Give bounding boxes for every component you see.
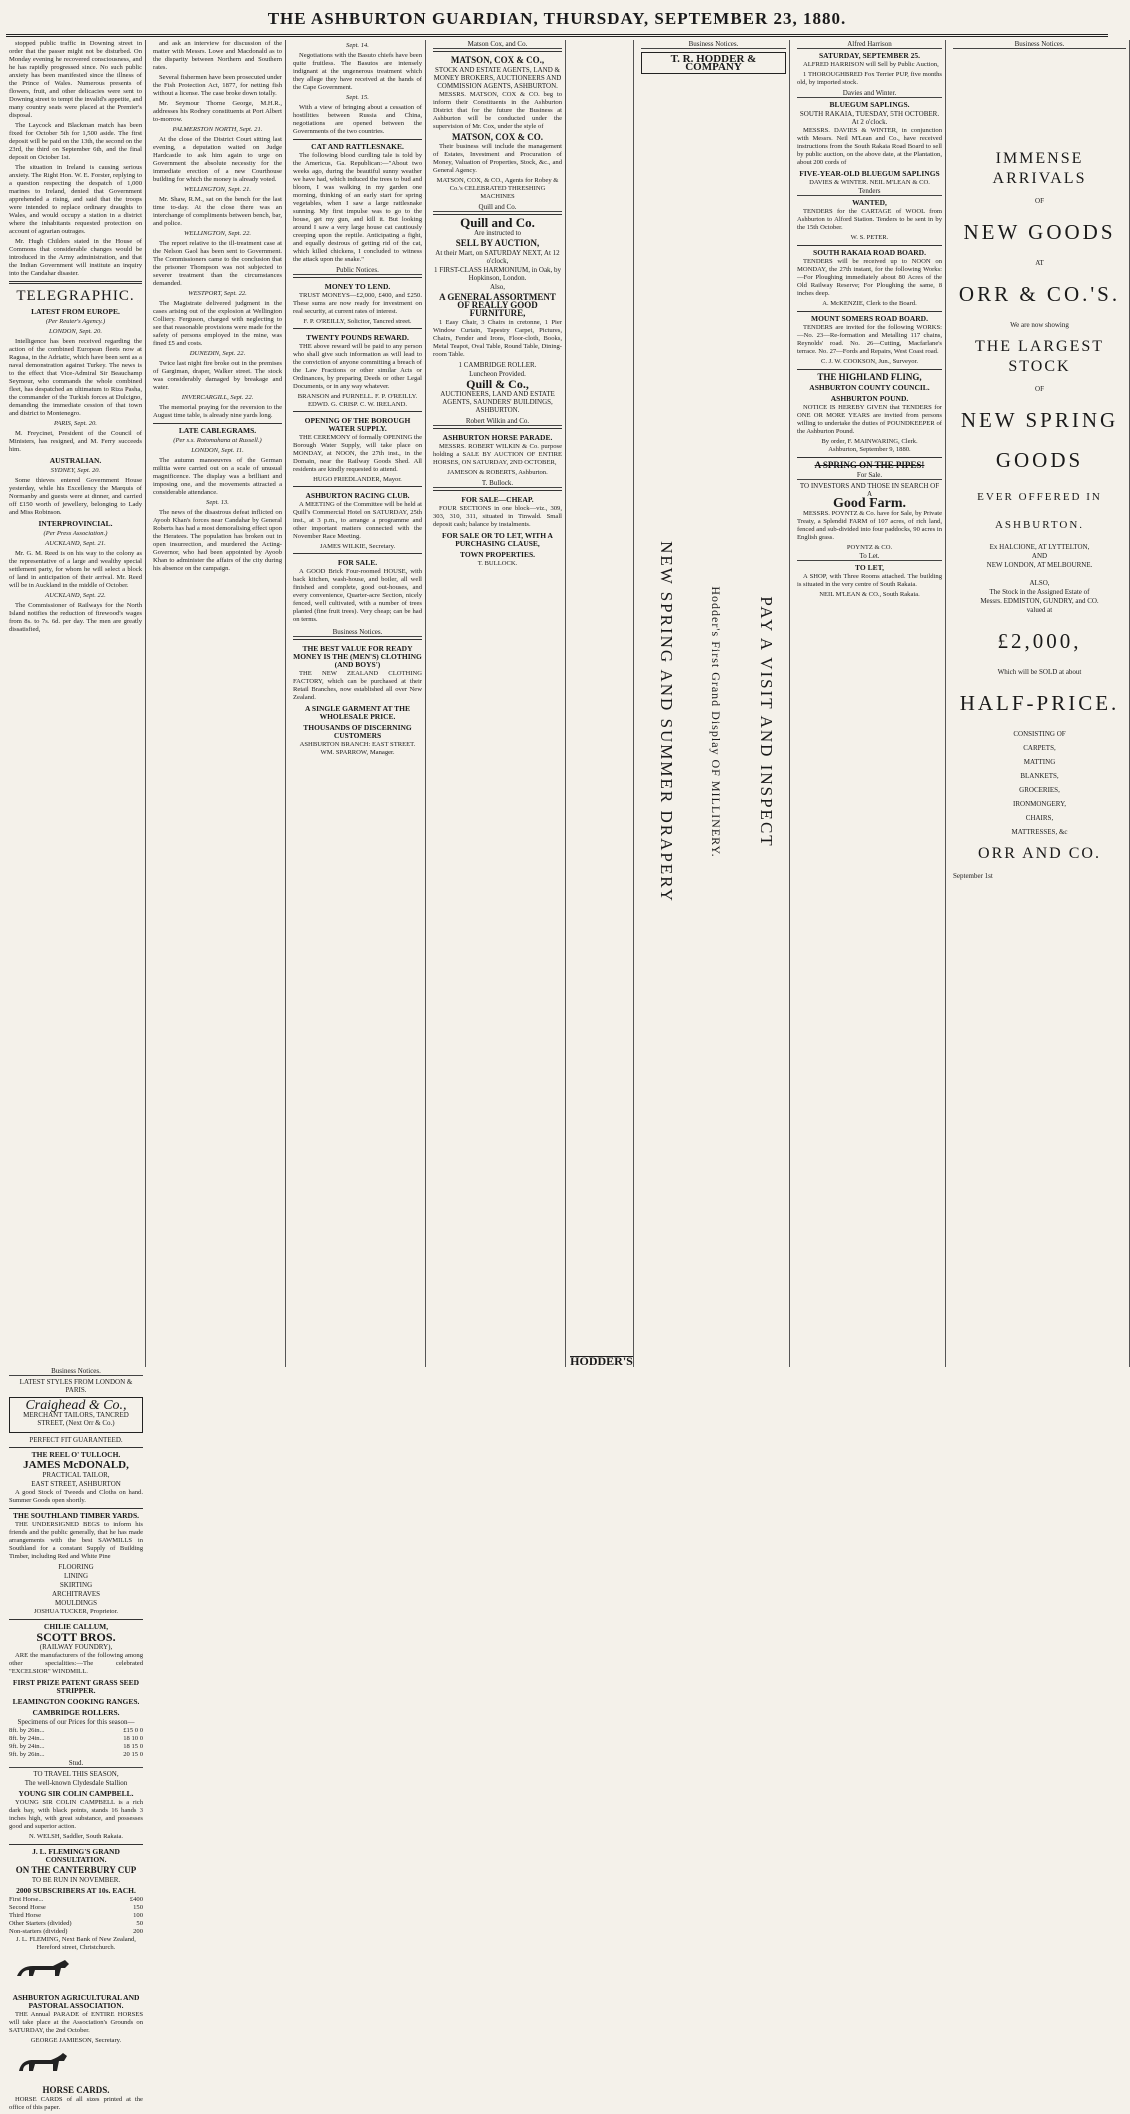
ad-title: ORR AND CO.	[978, 845, 1101, 862]
ad-text: THE CEREMONY of formally OPENING the Borough Water Supply, will take place on MONDAY, at NOON, the 27th inst., in the Domain, near the Railway Goods Shed. All residents are kindly requested to attend.	[293, 434, 423, 473]
ad-text: ALFRED HARRISON will Sell by Public Auction,	[803, 61, 939, 68]
dateline: SYDNEY, Sept. 20.	[50, 467, 101, 474]
ad-text: TENDERS are invited for the following WORKS:—No. 23—Re-formation and Metalling 117 chains, Reynolds' road. No. 26—Cutting, Macfarlane's terrace. No. 27—Fords and Repairs, West Coast road.	[797, 324, 942, 355]
ad-text: THE NEW ZEALAND CLOTHING FACTORY, which can be purchased at their Retail Branches, now established all over New Zealand.	[293, 670, 422, 701]
vertical-text-visit: PAY A VISIT AND INSPECT	[757, 596, 776, 848]
divider	[9, 1619, 143, 1620]
ad-text: A MEETING of the Committee will be held at Quill's Commercial Hotel on SATURDAY, 25th inst., at 3 p.m., to arrange a programme and other important matters connected with the November Race Meeting.	[293, 501, 422, 540]
ad-signature: WM. SPARROW, Manager.	[320, 749, 395, 756]
column-7	[794, 40, 946, 1367]
section-label: Business Notices.	[953, 40, 1126, 49]
table-cell: 200	[133, 1928, 143, 1935]
ad-title: THE HIGHLAND FLING,	[817, 372, 922, 382]
dateline: WELLINGTON, Sept. 21.	[183, 186, 252, 193]
ad-date: Ashburton, September 9, 1880.	[828, 446, 911, 453]
ad-heading: THE BEST VALUE FOR READY MONEY IS THE (MEN'S) CLOTHING (AND BOYS')	[293, 644, 422, 669]
ad-heading: ASHBURTON HORSE PARADE.	[442, 433, 553, 442]
subheading: INTERPROVINCIAL.	[38, 519, 113, 528]
ad-heading: FOR SALE—CHEAP.	[461, 495, 534, 504]
column-9	[6, 1367, 146, 2114]
dateline: WESTPORT, Sept. 22.	[188, 290, 247, 297]
ad-heading: J. L. FLEMING'S GRAND CONSULTATION.	[32, 1847, 120, 1864]
ad-heading: TO LET,	[855, 563, 884, 572]
ad-title: THE LARGEST STOCK	[974, 338, 1105, 375]
article-paragraph: Mr. Hugh Childers stated in the House of Commons that considerable changes would be introduced in the Army administration, and that the Indian Government will institute an inquiry into the Candahar disaster.	[9, 238, 142, 277]
ad-signature: GEORGE JAMIESON, Secretary.	[30, 2037, 122, 2044]
dateline: DUNEDIN, Sept. 22.	[189, 350, 246, 357]
ad-title: MATSON, COX & CO.,	[450, 55, 545, 65]
ad-text: ARE the manufacturers of the following among other specialities:—The celebrated "EXCELSIOR" WINDMILL.	[9, 1652, 143, 1675]
ad-signature: T. BULLOCK.	[477, 560, 518, 567]
ad-line: 1 FIRST-CLASS HARMONIUM, in Oak, by Hopkinson, London.	[433, 266, 562, 282]
divider	[9, 1844, 143, 1845]
ad-line: PERFECT FIT GUARANTEED.	[29, 1436, 123, 1444]
dateline: INVERCARGILL, Sept. 22.	[181, 394, 254, 401]
ad-title: Craighead & Co.,	[25, 1398, 127, 1413]
article-paragraph: At the close of the District Court sitting last evening, a deputation waited on Judge Hardcastle to ask him again to urge on Government the absolute necessity for the immediate erection of a new Courthouse building for which the money is already voted.	[153, 136, 282, 183]
ad-matson-cox	[433, 51, 562, 203]
ad-text: MESSRS. DAVIES & WINTER, in conjunction with Messrs. Neil M'Lean and Co., have received instructions from the South Rakaia Road Board to sell by public auction, on the above date, at the Plantation, about 200 cords of	[797, 127, 942, 166]
ad-line: 1 CAMBRIDGE ROLLER.	[458, 361, 537, 369]
ad-title: GOODS	[995, 448, 1084, 472]
ad-title: A GENERAL ASSORTMENT OF REALLY GOOD FURNITURE,	[439, 292, 556, 318]
divider	[797, 369, 942, 370]
section-label: Robert Wilkin and Co.	[433, 417, 562, 426]
ad-title: ASHBURTON.	[994, 519, 1085, 531]
article-paragraph: The Magistrate delivered judgment in the cases arising out of the explosion at Wellington Colliery. Ferguson, charged with neglecting to see that reasonable provisions were made for the safety of persons employed in the mine, was fined £5 and costs.	[153, 300, 282, 347]
ad-heading: CAMBRIDGE ROLLERS.	[32, 1708, 120, 1717]
dateline: LONDON, Sept. 20.	[49, 328, 102, 335]
ad-item: SKIRTING	[59, 1581, 93, 1589]
ad-heading: FOR SALE.	[337, 558, 378, 567]
ad-text: 1 Easy Chair, 3 Chairs in cretonne, 1 Pier Window Curtain, Tapestry Carpet, Pictures, Chairs, Fender and Irons, Floor-cloth, Books, Metal Teapot, Oval Table, Round Table, Dining-room Table.	[433, 319, 562, 358]
article-paragraph: Twice last night fire broke out in the premises of Gargiman, draper, Walker street. The stock was considerably damaged by breakage and water.	[153, 360, 282, 391]
ad-text: TENDERS will be received up to NOON on MONDAY, the 27th instant, for the following Works:—For Ploughing immediately about 80 Acres of the Old Railway Reserve; For Ploughing the same, 8 inches deep.	[797, 258, 942, 297]
horse-illustration-icon	[9, 1956, 79, 1984]
article-heading: CAT AND RATTLESNAKE.	[311, 142, 404, 151]
section-label: Business Notices.	[641, 40, 786, 49]
ad-for-sale	[293, 553, 422, 628]
vertical-text-drapery: NEW SPRING AND SUMMER DRAPERY	[657, 541, 676, 903]
ad-title: MATSON, COX & CO.	[451, 132, 544, 142]
ad-item: GROCERIES,	[1019, 786, 1060, 794]
table-cell: 100	[133, 1912, 143, 1919]
divider	[797, 457, 942, 458]
table-cell: First Horse...	[9, 1896, 44, 1903]
table-cell: 8ft. by 26in...	[9, 1727, 45, 1734]
ad-signature: By order, F. MAINWARING, Clerk.	[821, 438, 918, 445]
table-row	[9, 1912, 143, 1920]
subheading: LATE CABLEGRAMS.	[178, 426, 257, 435]
ad-line: CONSISTING OF	[1013, 730, 1066, 738]
ad-line: TO INVESTORS AND THOSE IN SEARCH OF A	[799, 482, 940, 498]
ad-item: LINING	[63, 1572, 89, 1580]
ad-item: MOULDINGS	[55, 1599, 97, 1607]
ad-signature: JAMES WILKIE, Secretary.	[319, 543, 396, 550]
dateline: AUCKLAND, Sept. 22.	[45, 592, 106, 599]
article-paragraph: Some thieves entered Government House yesterday, while his Excellency the Marquis of Normanby and guests were at dinner, and carried off £150 worth of jewellery, belonging to Lady and Miss Robinson.	[9, 477, 142, 516]
table-cell: 50	[136, 1920, 143, 1927]
ad-signature: W. S. PETER.	[850, 234, 889, 241]
ad-line: Are instructed to	[473, 229, 522, 237]
table-cell: £400	[129, 1896, 143, 1903]
dateline: LONDON, Sept. 11.	[191, 447, 244, 454]
columns	[6, 40, 1121, 2111]
ad-item: FLOORING	[58, 1563, 94, 1571]
ad-text: A GOOD Brick Four-roomed HOUSE, with back kitchen, wash-house, and boiler, all well finished and complete, good out-houses, and every convenience, Quarter-acre Section, nicely fenced, well cultivated, with a number of trees planted (fine fruit trees). Very cheap; can be had on terms.	[293, 568, 422, 623]
ad-text: HORSE CARDS of all sizes printed at the office of this paper.	[9, 2096, 143, 2111]
ad-item: CHAIRS,	[1025, 814, 1054, 822]
ad-line: AT	[1035, 259, 1044, 267]
divider	[153, 423, 282, 424]
ad-text: A SHOP, with Three Rooms attached. The building is situated in the very centre of South Rakaia.	[797, 573, 942, 588]
ad-signature: N. WELSH, Saddler, South Rakaia.	[28, 1833, 124, 1840]
article-paragraph: The autumn manoeuvres of the German militia were carried out on a scale of unusual magnificence. The display was a brilliant and imposing one, and the movements attracted a considerable attendance.	[153, 457, 282, 496]
column-2	[150, 40, 286, 1367]
section-label: To Let.	[797, 552, 942, 561]
agency-line: (Per Reuter's Agency.)	[45, 318, 106, 325]
article-paragraph: Mr. G. M. Reed is on his way to the colony as the representative of a large and wealthy special settlement party, for whom he will select a block of land in anticipation of their arrival. Mr. Reed will be in Auckland in the middle of October.	[9, 550, 142, 589]
ad-title: Quill and Co.	[460, 215, 535, 230]
table-cell: 9ft. by 24in...	[9, 1743, 45, 1750]
dateline: WELLINGTON, Sept. 22.	[183, 230, 252, 237]
hodder-vertical-ad	[641, 77, 786, 1367]
ad-signature: POYNTZ & CO.	[846, 544, 893, 551]
ad-signature: BRANSON and FURNELL. F. P. O'REILLY. EDWD. G. CRISP. C. W. IRELAND.	[297, 393, 418, 408]
ad-title: Good Farm.	[832, 496, 907, 511]
table-row	[9, 1735, 143, 1743]
article-paragraph: The news of the disastrous defeat inflicted on Ayoob Khan's forces near Candahar by General Roberts has had a most demoralising effect upon the Heratees. The population has broken out in open insurrection, and murdered the Acting-Governor, who had been appointed by Ayoob Khan to administer the affairs of the city during his absence on the campaign.	[153, 509, 282, 572]
ad-text: THE above reward will be paid to any person who shall give such information as will lead to the conviction of anyone committing a breach of the Law Fractions or other similar Acts or Ordinances, by preparing Deeds or other Legal Documents, or in any way whatever.	[293, 343, 422, 390]
article-paragraph: Mr. Shaw, R.M., sat on the bench for the last time to-day. At the close there was an interchange of compliments between bench, bar, and police.	[153, 196, 282, 227]
horse-illustration-icon	[9, 2049, 79, 2077]
ad-item: BLANKETS,	[1020, 772, 1059, 780]
ad-heading: SATURDAY, SEPTEMBER 25.	[819, 51, 920, 60]
section-label: Davies and Winter.	[797, 89, 942, 98]
dateline: Sept. 14.	[346, 42, 369, 49]
ad-line: AUCTIONEERS, LAND AND ESTATE AGENTS, SAUNDERS' BUILDINGS, ASHBURTON.	[440, 390, 555, 414]
ad-line: TO BE RUN IN NOVEMBER.	[31, 1876, 121, 1884]
ad-signature: C. J. W. COOKSON, Jun., Surveyor.	[820, 358, 919, 365]
dateline: Sept. 15.	[346, 94, 369, 101]
section-label: Alfred Harrison	[797, 40, 942, 49]
column-1	[6, 40, 146, 1367]
article-paragraph: stopped public traffic in Downing street in order that the passer might not be disturbed. On Monday evening he recovered consciousness, and he has rapidly progressed since. No such public anxiety has been manifested since the illness of the Prince of Wales. Numerous presents of flowers, fruit, and other delicacies were sent to Downing street to tempt the invalid's appetite, and many country seats were placed at the Premier's disposal.	[9, 40, 142, 119]
ad-text: MESSRS. ROBERT WILKIN & Co. purpose holding a SALE BY AUCTION OF ENTIRE HORSES, ON SATURDAY, 2ND OCTOBER,	[433, 443, 562, 466]
ad-signature: JOSHUA TUCKER, Proprietor.	[33, 1608, 119, 1615]
ad-item: MATTING	[1023, 758, 1056, 766]
ad-text: FOUR SECTIONS in one block—viz., 309, 303, 310, 311, situated in Tinwald. Small deposit cash; balance by instalments.	[433, 505, 562, 528]
ad-date: September 1st	[953, 872, 993, 880]
article-paragraph: The Laycock and Blackman match has been fixed for October 5th for 1,500 aside. The first deposit will be paid on the 13th, the second on the 23rd, the third on September 6th, and the final deposit on October 1st.	[9, 122, 142, 161]
table-row	[9, 1920, 143, 1928]
prize-table	[9, 1896, 143, 1936]
table-row	[9, 1904, 143, 1912]
ad-heading: LEAMINGTON COOKING RANGES.	[12, 1697, 140, 1706]
ad-title: HALF-PRICE.	[959, 691, 1120, 715]
table-row	[9, 1743, 143, 1751]
section-label: Business Notices.	[293, 628, 422, 637]
ad-text: TRUST MONEYS—£2,000, £400, and £250. These sums are now ready for investment on real security, at current rates of interest.	[293, 292, 422, 315]
article-paragraph: The report relative to the ill-treatment case at the Nelson Gaol has been sent to Government. The Commissioners came to the conclusion that the prisoner Thompson was not subjected to severer treatment than the circumstances demanded.	[153, 240, 282, 287]
ad-heading: A SINGLE GARMENT AT THE WHOLESALE PRICE.	[305, 704, 410, 721]
ad-line: Messrs. EDMISTON, GUNDRY, and CO.	[980, 597, 1099, 605]
ad-quill-auction	[433, 214, 562, 417]
ad-line: ALSO,	[1029, 579, 1050, 587]
ad-signature: MATSON, COX, & CO., Agents for Robey & Co.'s CELEBRATED THRESHING MACHINES	[436, 177, 559, 200]
ad-horse-parade	[433, 428, 562, 479]
agency-line: (Per s.s. Rotomahana at Russell.)	[173, 437, 262, 444]
ad-signature: J. L. FLEMING, Next Bank of New Zealand, Hereford street, Christchurch.	[16, 1936, 136, 1951]
ad-text: A good Stock of Tweeds and Cloths on hand. Summer Goods open shortly.	[9, 1489, 143, 1504]
craighead-box	[9, 1397, 143, 1433]
ad-title: JAMES McDONALD,	[23, 1459, 129, 1471]
ad-title: NEW GOODS	[963, 220, 1116, 244]
ad-heading: OPENING OF THE BOROUGH WATER SUPPLY.	[304, 416, 411, 433]
ad-line: At their Mart, on SATURDAY NEXT, At 12 o'clock,	[435, 249, 560, 265]
dateline: AUCKLAND, Sept. 21.	[45, 540, 106, 547]
ad-line: valued at	[1026, 606, 1053, 614]
ad-line: AND	[1031, 552, 1048, 560]
ad-line: OF	[1035, 197, 1044, 205]
ad-racing-club	[293, 486, 422, 553]
section-label: Quill and Co.	[433, 203, 562, 212]
ad-heading: CHILIE CALLUM,	[43, 1622, 109, 1631]
ad-title: SCOTT BROS.	[36, 1630, 116, 1644]
ad-heading: FIRST PRIZE PATENT GRASS SEED STRIPPER.	[12, 1678, 140, 1695]
divider	[797, 311, 942, 312]
agency-line: (Per Press Association.)	[43, 530, 108, 537]
ad-line: Specimens of our Prices for this season—	[17, 1718, 135, 1726]
ad-line: Which will be SOLD at about	[997, 668, 1082, 676]
ad-heading: MOUNT SOMERS ROAD BOARD.	[811, 314, 928, 323]
divider	[797, 245, 942, 246]
subheading: AUSTRALIAN.	[49, 456, 102, 465]
ad-line: (RAILWAY FOUNDRY),	[39, 1643, 113, 1651]
ad-text: YOUNG SIR COLIN CAMPBELL is a rich dark bay, with black points, stands 16 hands 3 inches high, with great substance, and possesses good and superior action.	[9, 1799, 143, 1830]
table-row	[9, 1896, 143, 1904]
table-cell: 9ft. by 26in...	[9, 1751, 45, 1758]
ad-line: SOUTH RAKAIA, TUESDAY, 5TH OCTOBER. At 2 o'clock.	[799, 110, 940, 126]
ad-signature: JAMESON & ROBERTS, Ashburton.	[447, 469, 548, 476]
ad-bullock	[433, 490, 562, 570]
table-cell: £15 0 0	[123, 1727, 143, 1734]
ad-line: PRACTICAL TAILOR,	[42, 1471, 110, 1479]
ad-title: A SPRING ON THE PIPES!	[814, 460, 925, 470]
table-row	[9, 1751, 143, 1759]
column-5	[570, 40, 634, 1367]
ad-heading: THE SOUTHLAND TIMBER YARDS.	[12, 1511, 139, 1520]
ad-text: Their business will include the management of Estates, Investment and Procuration of Money, Valuation of Properties, Stock, &c., and General Agency.	[433, 143, 562, 174]
ad-title: IMMENSE ARRIVALS	[992, 150, 1087, 187]
ad-signature: A. McKENZIE, Clerk to the Board.	[822, 300, 917, 307]
ad-line: MERCHANT TAILORS, TANCRED STREET, (Next Orr & Co.)	[23, 1411, 129, 1427]
table-cell: 20 15 0	[123, 1751, 143, 1758]
dateline: PALMERSTON NORTH, Sept. 21.	[172, 126, 263, 133]
ad-money-to-lend	[293, 277, 422, 328]
ad-line: We are now showing	[1010, 321, 1069, 329]
ad-line: Also,	[490, 283, 505, 291]
article-paragraph: Negotiations with the Basuto chiefs have been quite fruitless. The Basutos are intensely indignant at the ungenerous treatment which they allege they have received at the hands of the Cape Government.	[293, 52, 422, 91]
ad-text: TENDERS for the CARTAGE of WOOL from Ashburton to Alford Station. Tenders to be sent in by the 15th October.	[797, 208, 942, 231]
ad-line: The well-known Clydesdale Stallion	[24, 1779, 128, 1787]
ad-item: MATTRESSES, &c	[1011, 828, 1068, 836]
divider	[9, 281, 142, 284]
ad-text: MESSRS. POYNTZ & Co. have for Sale, by Private Treaty, a Splendid FARM of 107 acres, of rich land, fenced and sub-divided into four paddocks, 90 acres in English grass.	[797, 510, 943, 541]
section-label: Business Notices.	[9, 1367, 143, 1376]
table-row	[9, 1727, 143, 1735]
ad-clothing-factory	[293, 639, 422, 759]
ad-title: ORR & CO.'S.	[958, 282, 1121, 306]
table-cell: Third Horse	[9, 1912, 42, 1919]
ad-item: ARCHITRAVES	[51, 1590, 101, 1598]
column-8	[950, 40, 1130, 1367]
section-label: Tenders	[797, 187, 942, 196]
article-paragraph: and ask an interview for discussion of the matter with Messrs. Lowe and Macdonald as to the disparity between Northern and Southern rates.	[153, 40, 282, 71]
divider	[293, 139, 422, 140]
dateline: PARIS, Sept. 20.	[54, 420, 97, 427]
ad-heading: ASHBURTON AGRICULTURAL AND PASTORAL ASSOCIATION.	[12, 1993, 140, 2010]
column-6	[638, 40, 790, 1367]
article-paragraph: The situation in Ireland is causing serious anxiety. The Right Hon. W. E. Forster, replying to a question respecting the despatch of 1,000 marines to Ireland, denied that Government apprehended a rising, and said that the troops were intended to replace ordinary draughts to Wales, and would occupy a station in a district where the inhabitants requested protection on account of agrarian outrages.	[9, 164, 142, 235]
divider	[9, 1508, 143, 1509]
ad-text: NOTICE IS HEREBY GIVEN that TENDERS for ONE OR MORE YEARS are invited from persons willing to undertake the duties of POUNDKEEPER of the Ashburton Pound.	[797, 404, 942, 435]
ad-text: MESSRS. MATSON, COX & CO. beg to inform their Constituents in the Ashburton District that for the future the Business at Ashburton will be conducted under the supervision of Mr. Cox, under the style of	[433, 91, 562, 130]
hodder-footer: HODDER'S	[570, 1354, 633, 1368]
ad-heading: BLUEGUM SAPLINGS.	[829, 100, 910, 109]
ad-line: EAST STREET, ASHBURTON	[31, 1480, 121, 1488]
section-label: For Sale.	[797, 471, 942, 480]
column-3	[290, 40, 426, 1367]
article-paragraph: Several fishermen have been prosecuted under the Fish Protection Act, 1877, for netting fish without a license. The case broke down totally.	[153, 74, 282, 97]
ad-text: THE UNDERSIGNED BEGS to inform his friends and the public generally, that he has made arrangements with the best SAWMILLS in Southland for a constant Supply of Building Timber, including Red and White Pine	[9, 1521, 143, 1560]
ad-heading: TOWN PROPERTIES.	[459, 550, 536, 559]
section-label: Public Notices.	[293, 266, 422, 275]
price-table	[9, 1727, 143, 1759]
ad-heading: SOUTH RAKAIA ROAD BOARD.	[813, 248, 926, 257]
ad-heading: ASHBURTON COUNTY COUNCIL.	[809, 383, 930, 392]
table-cell: 18 15 0	[123, 1743, 143, 1750]
ad-title: HORSE CARDS.	[42, 2085, 110, 2095]
ad-title: £2,000,	[997, 629, 1082, 653]
masthead-title: THE ASHBURTON GUARDIAN, THURSDAY, SEPTEMBER 23, 1880.	[6, 4, 1108, 37]
ad-item: IRONMONGERY,	[1013, 800, 1066, 808]
divider	[9, 1447, 143, 1448]
ad-heading: FOR SALE OR TO LET, WITH A PURCHASING CLAUSE,	[442, 531, 553, 548]
ad-line: NEW LONDON, AT MELBOURNE.	[986, 561, 1093, 569]
ad-signature: HUGO FRIEDLANDER, Mayor.	[313, 476, 402, 483]
ad-title: NEW SPRING	[960, 408, 1119, 432]
ad-line: LATEST STYLES FROM LONDON & PARIS.	[19, 1378, 133, 1394]
ad-signature: F. P. O'REILLY, Solicitor, Tancred street.	[303, 318, 412, 325]
ad-heading: ASHBURTON RACING CLUB.	[305, 491, 410, 500]
table-cell: Other Starters (divided)	[9, 1920, 72, 1927]
ad-heading: ASHBURTON POUND.	[830, 394, 909, 403]
ad-title: SELL BY AUCTION,	[455, 238, 540, 248]
ad-text: 1 THOROUGHBRED Fox Terrier PUP, five months old, by imported stock.	[797, 71, 942, 86]
ad-heading: MONEY TO LEND.	[324, 282, 391, 291]
dateline: Sept. 13.	[206, 499, 229, 506]
ad-heading: THE REEL O' TULLOCH.	[31, 1450, 121, 1459]
ad-line: The Stock in the Assigned Estate of	[989, 588, 1090, 596]
table-cell: 8ft. by 24in...	[9, 1735, 45, 1742]
ad-branch: ASHBURTON BRANCH: EAST STREET.	[299, 741, 416, 748]
column-4	[430, 40, 566, 1367]
ad-line: OF	[1035, 385, 1044, 393]
article-paragraph: With a view of bringing about a cessation of hostilities between Russia and China, negotiations are opened between the Governments of the two countries.	[293, 104, 422, 135]
ad-heading: YOUNG SIR COLIN CAMPBELL.	[18, 1789, 134, 1798]
section-heading-telegraphic: TELEGRAPHIC.	[16, 288, 135, 304]
ad-heading: WANTED,	[852, 198, 887, 207]
ad-title: EVER OFFERED IN	[977, 491, 1102, 503]
article-paragraph: The memorial praying for the reversion to the August time table, is already nine yards long.	[153, 404, 282, 419]
ad-signature: DAVIES & WINTER. NEIL M'LEAN & CO.	[809, 179, 930, 186]
ad-line: TO TRAVEL THIS SEASON,	[33, 1770, 119, 1778]
ad-heading: 2000 SUBSCRIBERS AT 10s. EACH.	[16, 1886, 136, 1895]
ad-line: Luncheon Provided.	[469, 370, 526, 378]
ad-signature: NEIL M'LEAN & CO., South Rakaia.	[819, 591, 920, 598]
subheading: LATEST FROM EUROPE.	[31, 307, 120, 316]
ad-text: THE Annual PARADE of ENTIRE HORSES will take place at the Association's Grounds on SATURDAY, the 2nd October.	[9, 2011, 143, 2034]
ad-heading: FIVE-YEAR-OLD BLUEGUM SAPLINGS	[799, 169, 940, 178]
section-label: Stud.	[9, 1759, 143, 1768]
article-paragraph: The Commissioner of Railways for the North Island notifies the reduction of firewood's wages from 8s. to 7s. 6d. per day. The men are greatly dissatisfied,	[9, 602, 142, 633]
article-paragraph: Intelligence has been received regarding the action of the combined European fleets now at Ragusa, in the Adriatic, which have been sent as a naval demonstration against Turkey. The news is to the effect that Vice-Admiral Sir Beauchamp Seymour, who commands the whole combined fleet, has despatched an ultimatum to Riza Pasha, the commander of the Turkish forces at Dulcigno, demanding the immediate cession of that town and district to Montenegro.	[9, 338, 142, 417]
table-row	[9, 1928, 143, 1936]
section-label: T. Bullock.	[433, 479, 562, 488]
ad-waterworks	[293, 411, 422, 486]
ad-line: Ex HALCIONE, AT LYTTELTON,	[989, 543, 1090, 551]
ad-heading: THOUSANDS OF DISCERNING CUSTOMERS	[303, 723, 412, 740]
ad-heading: TWENTY POUNDS REWARD.	[306, 333, 409, 342]
article-paragraph: Mr. Seymour Thorne George, M.H.R., addresses his Rodney constituents at Port Albert to-morrow.	[153, 100, 282, 123]
ad-title: Quill & Co.,	[466, 377, 529, 391]
vertical-text-millinery: Hodder's First Grand Display OF MILLINERY.	[709, 586, 723, 858]
article-paragraph: The following blood curdling tale is told by the Americus, Ga. Republican:—"About two weeks ago, during the beautiful sunny weather we have had, which induced the trees to bud and bloom, I was walking in my garden one morning, thinking of an early start for spring vegetables, when I saw a large rattlesnake sunning. My first impulse was to go to the house, get my gun, and kill it. But looking around I saw a very large house cat cautiously creeping upon the reptile. Anticipating a fight, and equally desirous of getting rid of the cat, which killed chickens, I concluded to witness the attack upon the snake."	[293, 152, 422, 263]
ad-subtitle: STOCK AND ESTATE AGENTS, LAND & MONEY BROKERS, AUCTIONEERS AND COMMISSION AGENTS, ASHBURTON.	[433, 66, 562, 90]
table-cell: 150	[133, 1904, 143, 1911]
table-cell: Second Horse	[9, 1904, 46, 1911]
table-cell: 18 10 0	[123, 1735, 143, 1742]
ad-title: ON THE CANTERBURY CUP	[15, 1865, 137, 1875]
section-label: Matson Cox, and Co.	[433, 40, 562, 49]
ad-item: CARPETS,	[1023, 744, 1056, 752]
ad-reward	[293, 328, 422, 411]
hodder-header: T. R. HODDER & COMPANY	[641, 52, 786, 74]
article-paragraph: M. Freycinet, President of the Council of Ministers, has resigned, and M. Ferry succeeds him.	[9, 430, 142, 453]
table-cell: Non-starters (divided)	[9, 1928, 68, 1935]
